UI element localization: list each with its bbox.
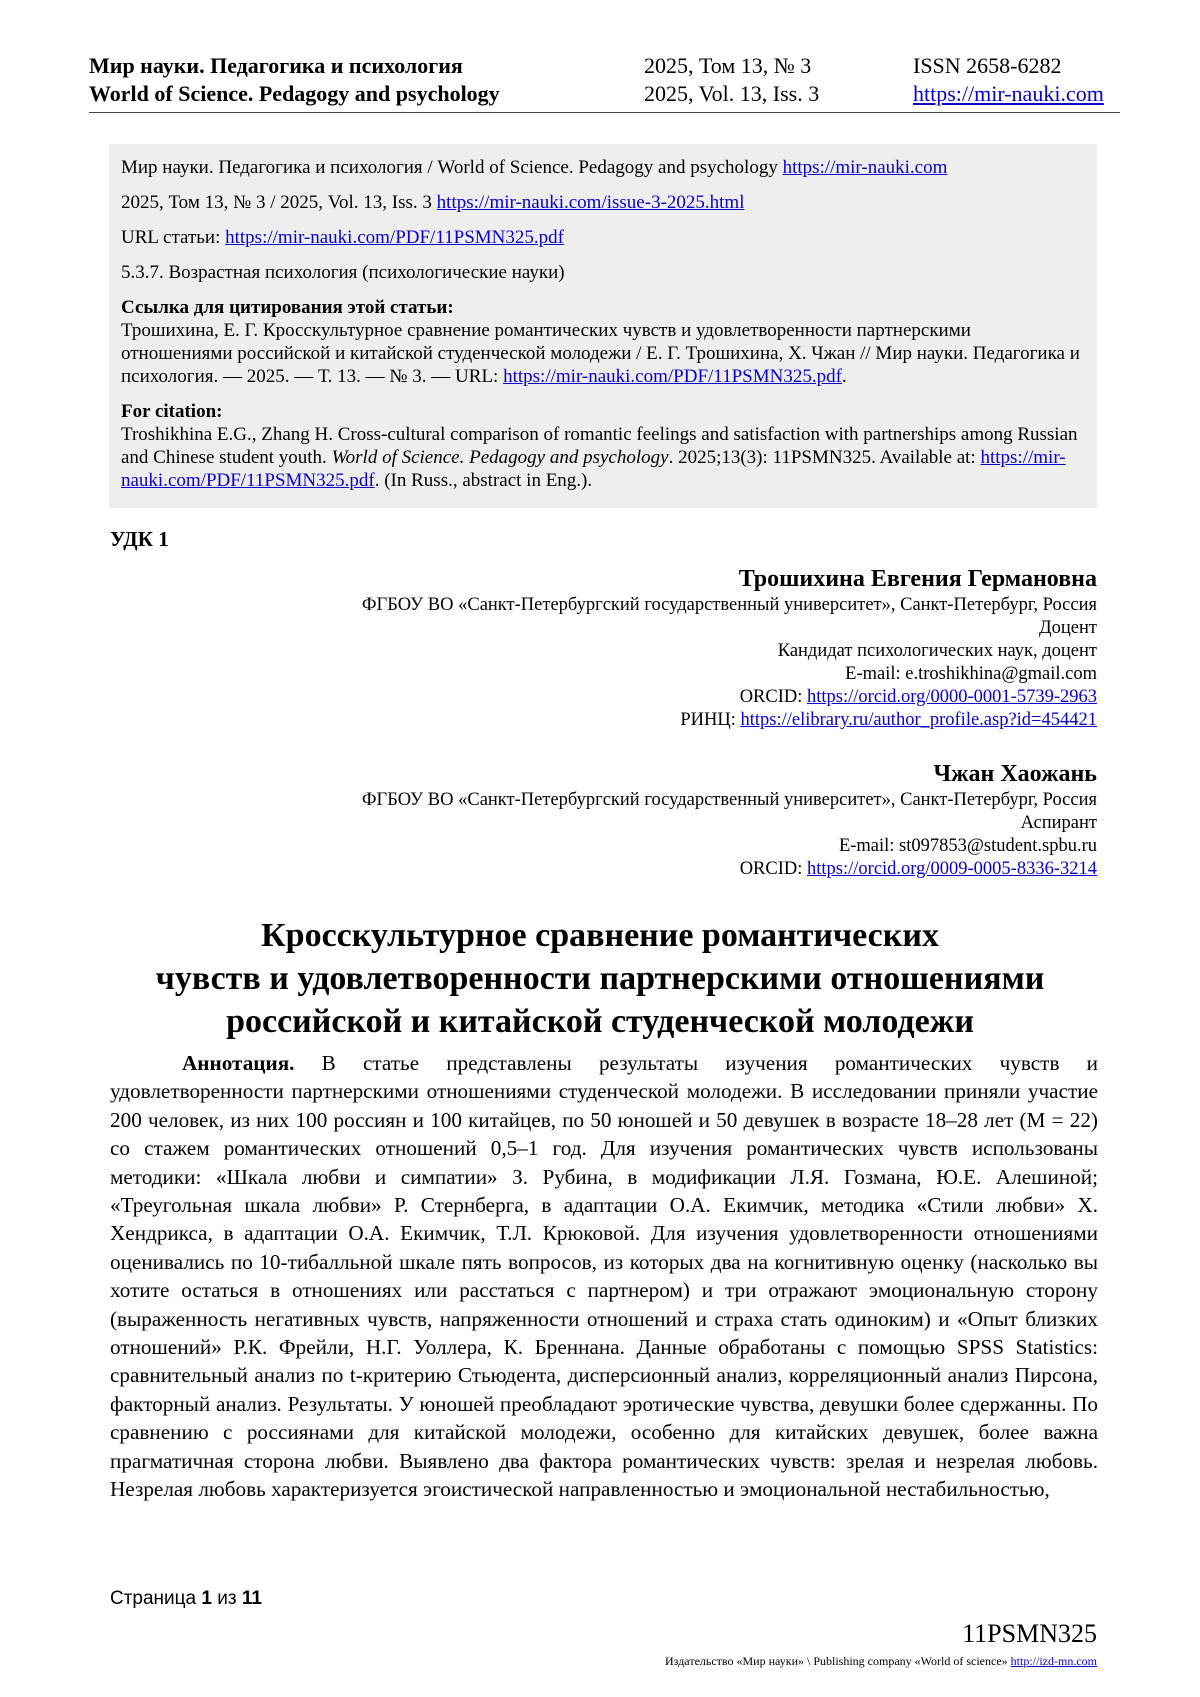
author-1-orcid-label: ORCID: <box>739 687 808 707</box>
author-1-orcid-link[interactable]: https://orcid.org/0000-0001-5739-2963 <box>807 687 1097 707</box>
page-current: 1 <box>201 1588 212 1609</box>
en-citation-text: Troshikhina E.G., Zhang H. Cross-cultural comparison of romantic feelings and satisfaction with partnerships among Russian and Chinese student youth. <box>121 424 1078 468</box>
abstract <box>110 1049 1098 1504</box>
issn: ISSN 2658-6282 <box>913 53 1062 78</box>
title-line-1: Кросскультурное сравнение романтических <box>261 917 939 954</box>
author-2-affiliation: ФГБОУ ВО «Санкт-Петербургский государственный университет», Санкт-Петербург, Россия <box>361 790 1097 810</box>
author-2-name: Чжан Хаожань <box>933 761 1097 787</box>
author-2-orcid-link[interactable]: https://orcid.org/0009-0005-8336-3214 <box>807 859 1097 879</box>
journal-name-ru: Мир науки. Педагогика и психология <box>89 53 463 78</box>
cite-line3-text: URL статьи: <box>121 227 226 248</box>
ru-citation-link[interactable]: https://mir-nauki.com/PDF/11PSMN325.pdf <box>503 366 842 387</box>
udk-code: УДК 1 <box>110 527 169 551</box>
author-2-orcid-label: ORCID: <box>739 859 808 879</box>
specialty-code: 5.3.7. Возрастная психология (психологические науки) <box>121 262 565 283</box>
ru-citation-end: . <box>841 366 847 387</box>
author-1-affiliation: ФГБОУ ВО «Санкт-Петербургский государственный университет», Санкт-Петербург, Россия <box>361 595 1097 615</box>
cite-line2-text: 2025, Том 13, № 3 / 2025, Vol. 13, Iss. 3 <box>121 192 437 213</box>
abstract-label: Аннотация. <box>182 1051 295 1075</box>
author-2-email: E-mail: st097853@student.spbu.ru <box>838 836 1097 856</box>
ru-citation-text: Трошихина, Е. Г. Кросскультурное сравнение романтических чувств и удовлетворенности партнерскими отношениями российской и китайской студенческой молодежи / Е. Г. Трошихина, Х. Чжан // Мир науки. Педагогика и психология. — 2025. — Т. 13. — № 3. — URL: <box>121 320 1080 387</box>
abstract-text: В статье представлены результаты изучения романтических чувств и удовлетворенности партнерскими отношениями студенческой молодежи. В исследовании приняли участие 200 человек, из них 100 россиян и 100 китайцев, по 50 юношей и 50 девушек в возрасте 18–28 лет (M = 22) со стажем романтических отношений 0,5–1 год. Для изучения романтических чувств использованы методики: «Шкала любви и симпатии» З. Рубина, в модификации Л.Я. Гозмана, Ю.Е. Алешиной; «Треугольная шкала любви» Р. Стернберга, в адаптации О.А. Екимчик, методика «Стили любви» Х. Хендрикса, в адаптации О.А. Екимчик, Т.Л. Крюковой. Для изучения удовлетворенности отношениями оценивались по 10-тибалльной шкале пять вопросов, из которых два на когнитивную оценку (насколько вы хотите остаться в отношениях или расстаться с партнером) и три отражают эмоциональную сторону (выраженность негативных чувств, напряженности отношений и страха стать одиноким) и «Опыт близких отношений» Р.К. Фрейли, Н.Г. Уоллера, К. Бреннана. Данные обработаны с помощью SPSS Statistics: сравнительный анализ по t-критерию Стьюдента, дисперсионный анализ, корреляционный анализ Пирсона, факторный анализ. Результаты. У юношей преобладают эротические чувства, девушки более сдержанны. По сравнению с россиянами для китайской молодежи, особенно для китайских девушек, более важна прагматичная сторона любви. Выявлено два фактора романтических чувств: зрелая и незрелая любовь. Незрелая любовь характеризуется эгоистической направленностью и эмоциональной нестабильностью, <box>110 1051 1098 1502</box>
site-link[interactable]: https://mir-nauki.com <box>913 81 1104 106</box>
author-1-email: E-mail: e.troshikhina@gmail.com <box>845 664 1097 684</box>
issue-ru: 2025, Том 13, № 3 <box>644 53 812 78</box>
publisher-line <box>665 1654 1097 1669</box>
cite-line1-text: Мир науки. Педагогика и психология / World of Science. Pedagogy and psychology <box>121 157 783 178</box>
article-title <box>100 914 1100 1043</box>
cite-line2-link[interactable]: https://mir-nauki.com/issue-3-2025.html <box>436 192 745 213</box>
citation-box <box>109 144 1097 508</box>
author-1-position: Доцент <box>1039 618 1097 638</box>
en-citation-link[interactable]: https://mir-nauki.com/PDF/11PSMN325.pdf <box>121 447 1066 491</box>
journal-name-en: World of Science. Pedagogy and psychology <box>89 81 500 106</box>
ru-citation-heading: Ссылка для цитирования этой статьи: <box>121 297 454 318</box>
en-citation-journal: World of Science. Pedagogy and psychology <box>331 447 669 468</box>
page-total: 11 <box>241 1588 262 1609</box>
cite-line1-link[interactable]: https://mir-nauki.com <box>782 157 948 178</box>
issue-en: 2025, Vol. 13, Iss. 3 <box>644 81 820 106</box>
author-1-degree: Кандидат психологических наук, доцент <box>777 641 1097 661</box>
author-2-block <box>362 759 1097 881</box>
en-citation-heading: For citation: <box>121 401 223 422</box>
author-1-rinc-label: РИНЦ: <box>680 710 741 730</box>
title-line-2: чувств и удовлетворенности партнерскими отношениями <box>155 960 1045 997</box>
article-code: 11PSMN325 <box>962 1619 1097 1648</box>
page-prefix: Страница <box>110 1588 202 1609</box>
page-number <box>110 1588 262 1610</box>
author-1-rinc-link[interactable]: https://elibrary.ru/author_profile.asp?id=454421 <box>740 710 1097 730</box>
publisher-text: Издательство «Мир науки» \ Publishing company «World of science» <box>665 1654 1011 1668</box>
running-header <box>89 52 1120 108</box>
page-mid: из <box>211 1588 242 1609</box>
title-line-3: российской и китайской студенческой молодежи <box>226 1003 974 1040</box>
author-1-name: Трошихина Евгения Германовна <box>738 566 1097 592</box>
header-divider <box>89 112 1120 113</box>
author-1-block <box>362 564 1097 732</box>
en-citation-text2: . 2025;13(3): 11PSMN325. Available at: <box>668 447 981 468</box>
en-citation-end: . (In Russ., abstract in Eng.). <box>374 470 593 491</box>
publisher-link[interactable]: http://izd-mn.com <box>1010 1654 1097 1668</box>
article-url-link[interactable]: https://mir-nauki.com/PDF/11PSMN325.pdf <box>225 227 564 248</box>
author-2-position: Аспирант <box>1020 813 1097 833</box>
